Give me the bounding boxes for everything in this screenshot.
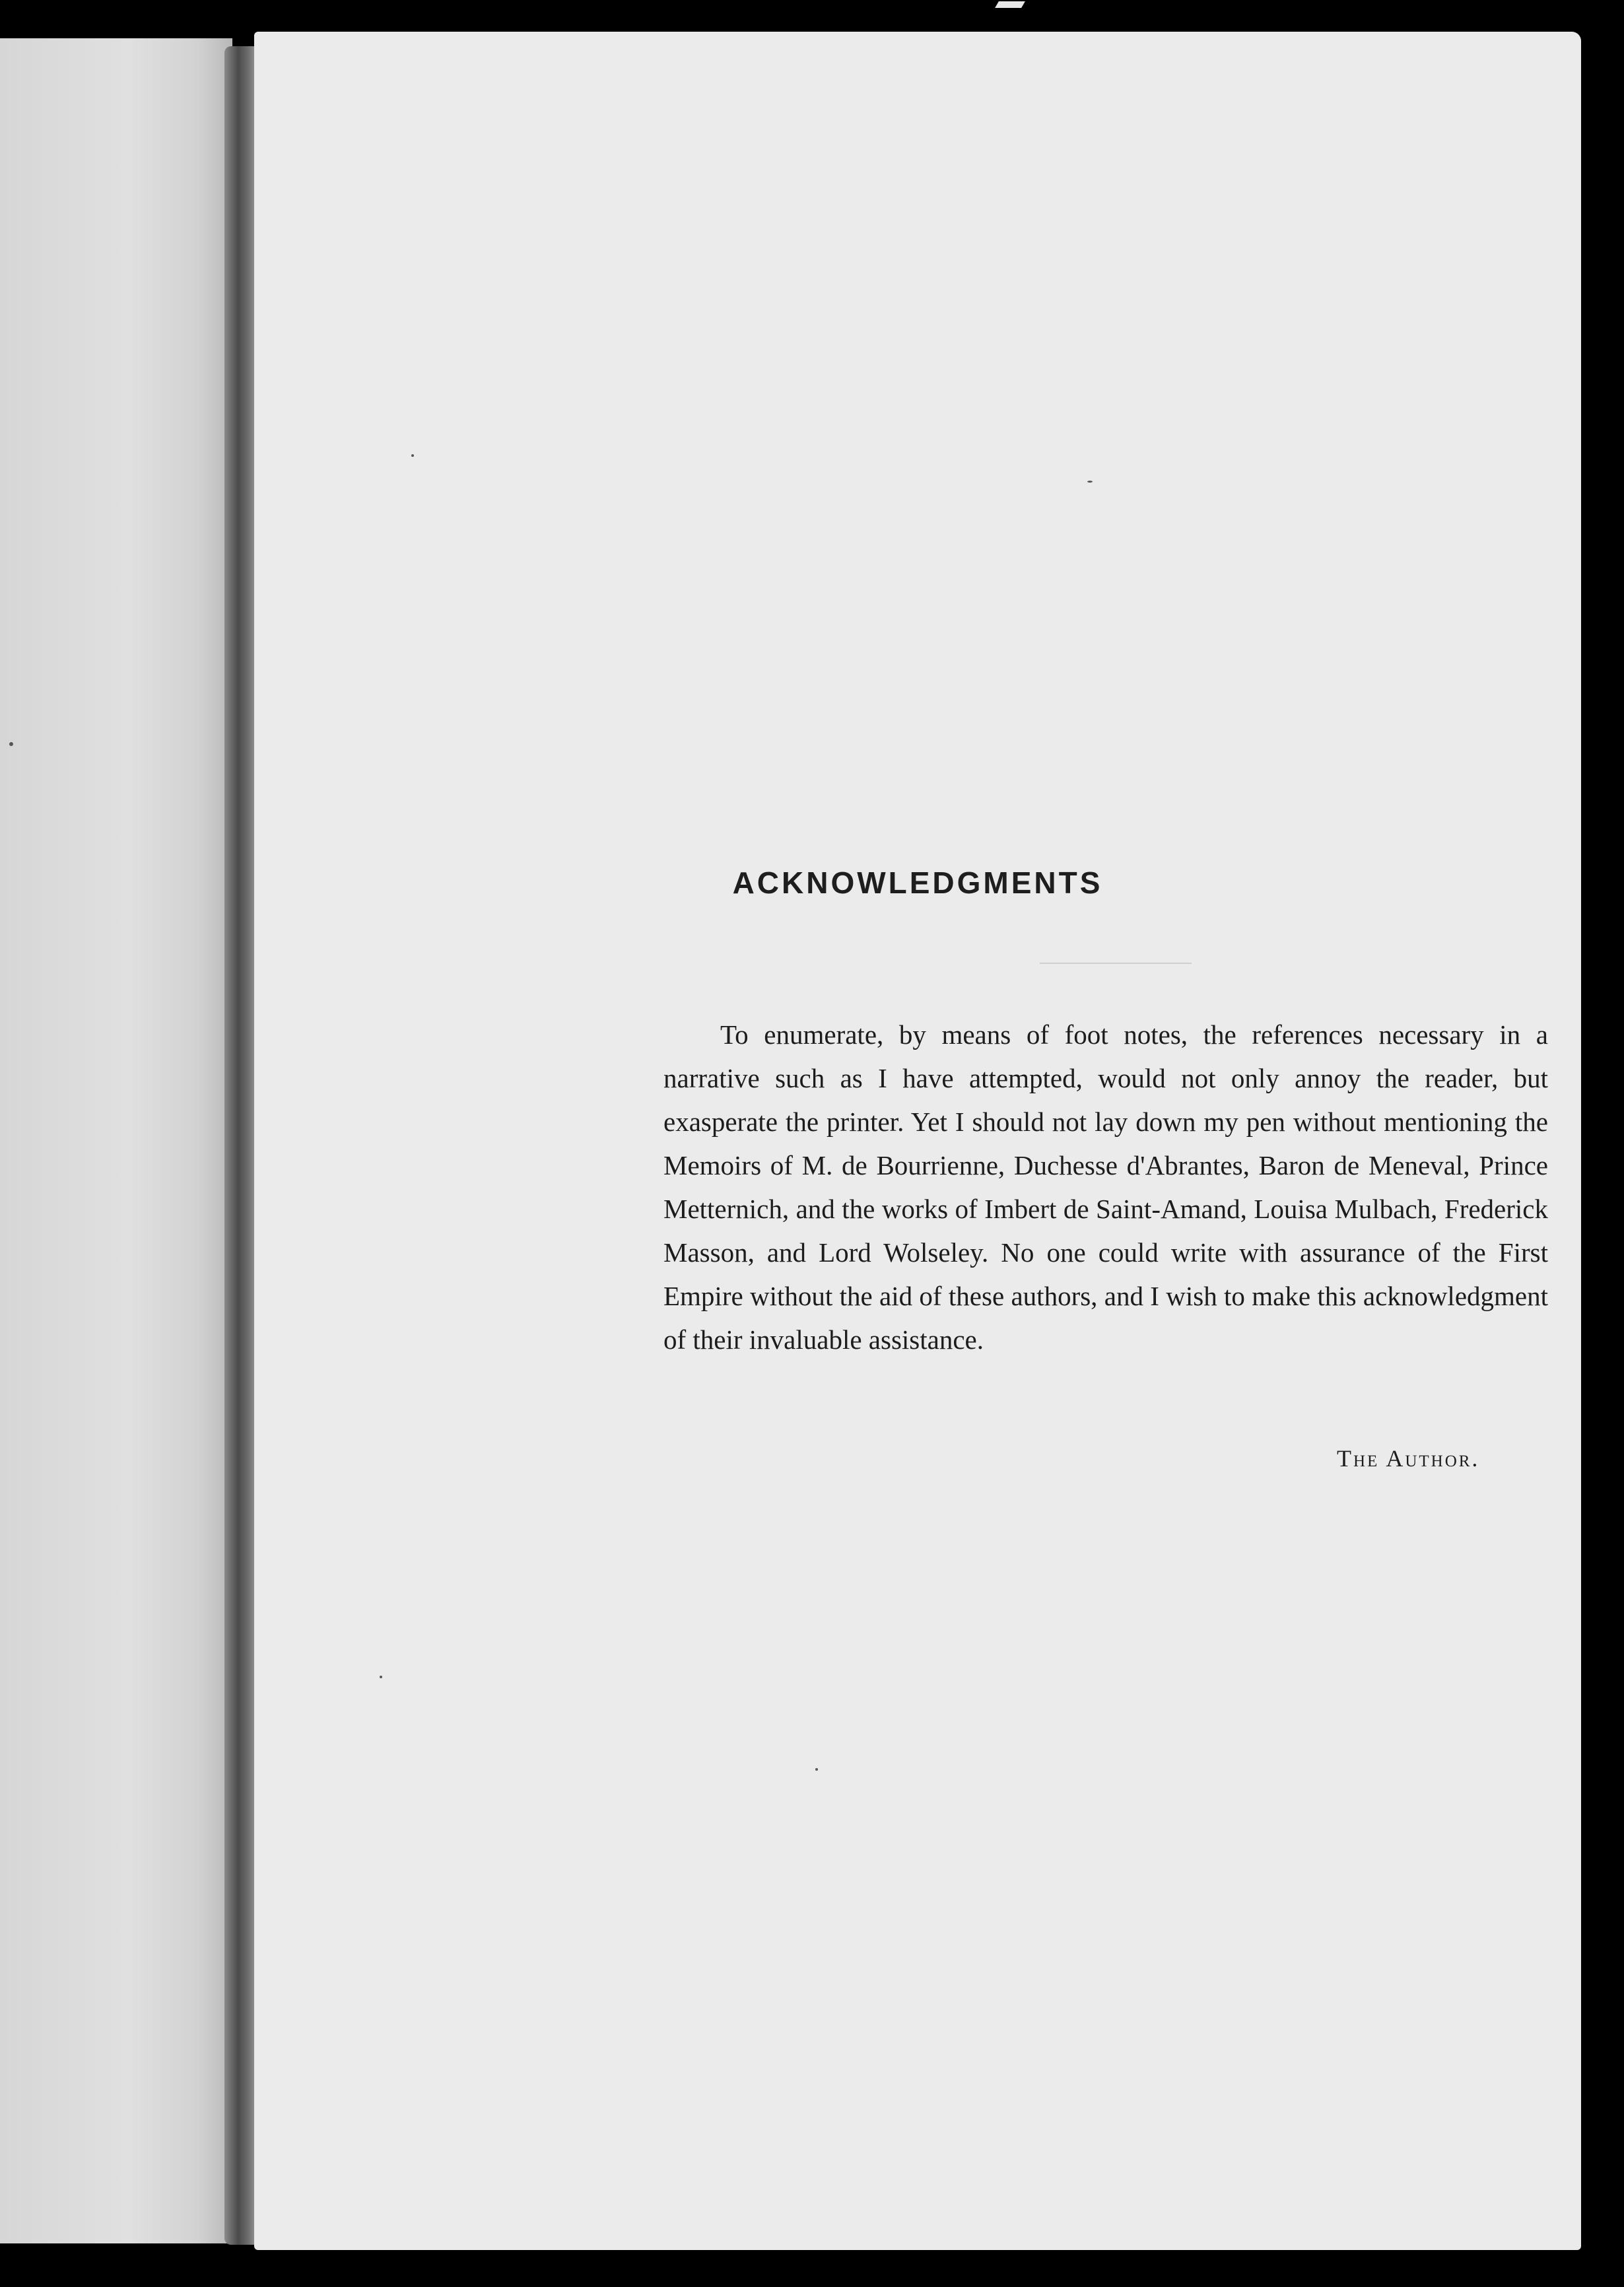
acknowledgments-paragraph: To enumerate, by means of foot notes, the references necessary in a narrative such as I have attempted, would not only annoy the reader, but exasperate the printer. Yet I should not lay down my pen without mentioning the Memoirs of M. de Bourrienne, Duchesse d'Abrantes, Baron de Meneval, Prince Metternich, and the works of Imbert de Saint-Amand, Louisa Mulbach, Frederick Masson, and Lord Wolseley. No one could write with assurance of the First Empire without the aid of these authors, and I wish to make this acknowledgment of their invaluable assistance. <box>663 1019 1548 1355</box>
page-heading: ACKNOWLEDGMENTS <box>732 866 1103 900</box>
scan-edge-mark <box>995 1 1025 8</box>
scan-speck <box>411 454 414 457</box>
left-page <box>0 38 232 2243</box>
author-signature: The Author. <box>1337 1445 1480 1472</box>
scan-speck <box>9 742 13 746</box>
scan-speck <box>380 1676 382 1678</box>
right-page <box>254 32 1581 2250</box>
scan-speck <box>815 1768 818 1771</box>
scan-speck <box>1087 481 1093 483</box>
heading-divider <box>1040 963 1192 964</box>
